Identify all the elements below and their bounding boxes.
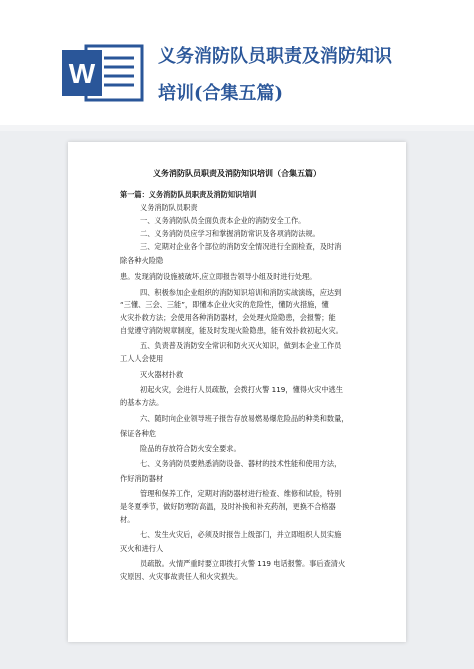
text-line: 火灾扑救方法；会使用各种消防器材，会处理火险隐患，会报警；能 <box>120 313 336 322</box>
text-line: 灾原因、火灾事故责任人和火灾损失。 <box>120 572 243 581</box>
text-line: 险品的存放符合防火安全要求。 <box>140 444 241 453</box>
page-title-line-2: 培训(合集五篇) <box>158 83 284 104</box>
text-line: 初起火灾，会进行人员疏散，会拨打火警 119，懂得火灾中逃生 <box>140 385 343 394</box>
text-line: 七、义务消防员要熟悉消防设备、器材的技术性能和使用方法， <box>140 459 342 468</box>
text-line: “三懂、三会、三能”，即懂本企业火灾的危险性，懂防火措施，懂 <box>120 300 329 309</box>
svg-text:W: W <box>68 58 96 89</box>
text-line: 管理和保养工作，定期对消防器材进行检查、维修和试验，特别 <box>140 489 342 498</box>
text-line: 自觉遵守消防规章制度，能及时发现火险隐患，能有效扑救初起火灾。 <box>120 326 343 335</box>
header-banner <box>0 0 474 125</box>
text-line: 灭火器材扑救 <box>140 370 184 379</box>
text-line: 五、负责普及消防安全常识和防火灭火知识，做到本企业工作员 <box>140 341 342 350</box>
text-line: 一、义务消防队员全面负责本企业的消防安全工作。 <box>140 216 306 225</box>
text-line: 灭火和进行人 <box>120 544 164 553</box>
text-line: 义务消防队员职责 <box>140 203 198 212</box>
text-line: 保证各种危 <box>120 429 156 438</box>
text-line: 材。 <box>120 515 135 524</box>
text-line: 的基本方法。 <box>120 398 164 407</box>
page-title-line-1: 义务消防队员职责及消防知识 <box>158 46 392 67</box>
text-line: 六、随时向企业领导班子报告存放易燃易爆危险品的种类和数量， <box>140 414 349 423</box>
text-line: 四、积极参加企业组织的消防知识培训和消防实战演练，应达到 <box>140 288 342 297</box>
text-line: 工人人会使用 <box>120 354 164 363</box>
text-line: 除各种火险隐 <box>120 256 164 265</box>
text-line: 作好消防器材 <box>120 474 164 483</box>
text-line: 三、定期对企业各个部位的消防安全情况进行全面检查，及时消 <box>140 242 342 251</box>
section-heading: 第一篇：义务消防队员职责及消防知识培训 <box>120 190 257 199</box>
header-divider <box>0 125 474 131</box>
word-document-icon <box>60 42 145 104</box>
text-line: 员疏散。火情严重时要立即拨打火警 119 电话报警。事后查清火 <box>140 559 346 568</box>
text-line: 是冬夏季节，做好防寒防高温，及时补换和补充药剂，更换不合格器 <box>120 502 336 511</box>
text-line: 七、发生火灾后，必须及时报告上级部门，并立即组织人员实施 <box>140 530 342 539</box>
text-line: 患。发现消防设施被破坏,应立即报告领导小组及时进行处理。 <box>120 272 317 281</box>
text-line: 二、义务消防员应学习和掌握消防常识及各项消防法规。 <box>140 229 320 238</box>
document-title: 义务消防队员职责及消防知识培训（合集五篇） <box>153 169 321 178</box>
document-preview-page <box>68 142 406 642</box>
